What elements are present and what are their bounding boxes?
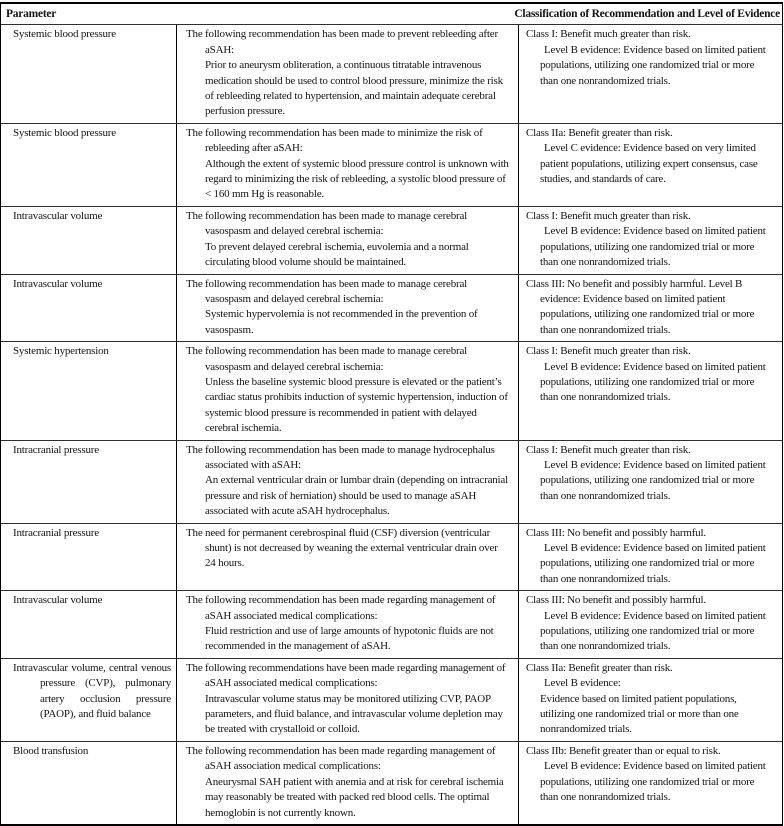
classification-paragraph: Class III: No benefit and possibly harmful. xyxy=(526,526,706,539)
recommendation-cell xyxy=(176,441,519,523)
table-row xyxy=(1,206,782,274)
recommendation-paragraph: The need for permanent cerebrospinal fluid (CSF) diversion (ventricular shunt) is not decreased by weaning the external ventricular drain over 24 hours. xyxy=(186,526,498,570)
recommendation-cell xyxy=(176,124,519,206)
parameter-text: Intravascular volume, central venous pressure (CVP), pulmonary artery occlusion pressure (PAOP), and fluid balance xyxy=(13,661,171,721)
classification-paragraph: Class I: Benefit much greater than risk. xyxy=(526,443,691,456)
table-row xyxy=(1,274,782,342)
classification-paragraph: Class IIa: Benefit greater than risk. xyxy=(526,126,673,139)
parameter-cell xyxy=(1,124,176,206)
classification-paragraph: Class I: Benefit much greater than risk. xyxy=(526,209,691,222)
recommendation-paragraph: The following recommendations have been made regarding management of aSAH associated medical complications: xyxy=(186,661,506,690)
classification-cell xyxy=(519,591,782,658)
table-row xyxy=(1,440,782,523)
classification-paragraph: Level B evidence: Evidence based on limited patient populations, utilizing one randomized trial or more than one nonrandomized trials. xyxy=(540,542,766,585)
parameter-cell xyxy=(1,659,176,741)
parameter-text: Blood transfusion xyxy=(13,744,89,757)
parameter-cell xyxy=(1,524,176,591)
header-classification: Classification of Recommendation and Level of Evidence xyxy=(514,8,780,20)
classification-cell xyxy=(519,25,782,122)
classification-cell xyxy=(519,124,782,206)
parameter-text: Systemic blood pressure xyxy=(13,28,116,41)
recommendation-cell xyxy=(176,659,519,741)
recommendation-paragraph: The following recommendation has been made to prevent rebleeding after aSAH: xyxy=(186,28,498,56)
parameter-cell xyxy=(1,275,176,342)
recommendation-paragraph: The following recommendation has been made to minimize the risk of rebleeding after aSAH: xyxy=(186,126,483,155)
recommendation-paragraph: Intravascular volume status may be monitored utilizing CVP, PAOP parameters, and fluid balance, and intravascular volume depletion may be treated with crystalloid or colloid. xyxy=(205,692,503,736)
recommendation-cell xyxy=(176,524,519,591)
classification-cell xyxy=(519,207,782,274)
classification-cell xyxy=(519,342,782,439)
recommendation-paragraph: Prior to aneurysm obliteration, a continuous titratable intravenous medication should be used to control blood pressure, minimize the risk of rebleeding related to hypertension, and maintain adequate cerebral perfusion pressure. xyxy=(205,59,503,118)
classification-cell xyxy=(519,659,782,741)
classification-paragraph: Level B evidence: Evidence based on limited patient populations, utilizing one randomized trial or more than one nonrandomized trials. xyxy=(540,225,766,269)
classification-paragraph: Class III: No benefit and possibly harmful. Level B evidence: Evidence based on limited patient populations, utilizing one randomized trial or more than one nonrandomized trials. xyxy=(526,277,755,336)
parameter-cell xyxy=(1,591,176,658)
classification-paragraph: Level B evidence: Evidence based on limited patient populations, utilizing one randomized trial or more than one nonrandomized trials. xyxy=(540,609,766,653)
classification-paragraph: Class IIa: Benefit greater than risk. xyxy=(526,661,673,674)
classification-paragraph: Class IIb: Benefit greater than or equal to risk. xyxy=(526,744,721,757)
recommendation-cell xyxy=(176,25,519,122)
parameter-cell xyxy=(1,742,176,824)
recommendation-paragraph: Although the extent of systemic blood pressure control is unknown with regard to minimizing the risk of rebleeding, a systolic blood pressure of < 160 mm Hg is reasonable. xyxy=(205,157,509,201)
recommendation-cell xyxy=(176,591,519,658)
parameter-text: Intravascular volume xyxy=(13,594,103,607)
parameter-text: Systemic blood pressure xyxy=(13,126,116,139)
parameter-cell xyxy=(1,441,176,523)
recommendation-cell xyxy=(176,275,519,342)
classification-paragraph: Class I: Benefit much greater than risk. xyxy=(526,345,691,358)
recommendation-cell xyxy=(176,342,519,439)
recommendation-paragraph: To prevent delayed cerebral ischemia, euvolemia and a normal circulating blood volume should be maintained. xyxy=(205,240,469,269)
recommendation-paragraph: Aneurysmal SAH patient with anemia and at risk for cerebral ischemia may reasonably be treated with packed red blood cells. The optimal hemoglobin is not currently known. xyxy=(205,775,504,819)
recommendation-paragraph: The following recommendation has been made to manage cerebral vasospasm and delayed cerebral ischemia: xyxy=(186,277,468,305)
header-parameter: Parameter xyxy=(6,8,57,20)
classification-paragraph: Class I: Benefit much greater than risk. xyxy=(526,28,691,41)
classification-paragraph: Level B evidence: Evidence based on limited patient populations, utilizing one randomized trial or more than one nonrandomized trials. xyxy=(540,360,766,404)
recommendation-cell xyxy=(176,207,519,274)
recommendation-paragraph: Unless the baseline systemic blood pressure is elevated or the patient’s cardiac status prohibits induction of systemic hypertension, induction of systemic blood pressure is recommended in patient with delayed cerebral ischemia. xyxy=(205,375,508,435)
parameter-cell xyxy=(1,25,176,122)
classification-cell xyxy=(519,524,782,591)
classification-paragraph: Evidence based on limited patient populations, utilizing one randomized trial or more than one nonrandomized trials. xyxy=(540,692,739,736)
classification-paragraph: Level B evidence: Evidence based on limited patient populations, utilizing one randomized trial or more than one nonrandomized trials. xyxy=(540,43,766,87)
classification-paragraph: Level B evidence: xyxy=(544,677,621,690)
parameter-text: Systemic hypertension xyxy=(13,345,109,358)
classification-cell xyxy=(519,742,782,824)
parameter-text: Intracranial pressure xyxy=(13,443,99,456)
recommendation-paragraph: The following recommendation has been made regarding management of aSAH association medical complications: xyxy=(186,744,496,773)
recommendation-paragraph: The following recommendation has been made to manage cerebral vasospasm and delayed cerebral ischemia: xyxy=(186,209,468,238)
classification-paragraph: Level C evidence: Evidence based on very limited patient populations, utilizing expert consensus, case studies, and standards of care. xyxy=(540,142,758,186)
table-row xyxy=(1,341,782,439)
table-row xyxy=(1,741,782,824)
recommendation-paragraph: The following recommendation has been made regarding management of aSAH associated medical complications: xyxy=(186,594,496,622)
classification-cell xyxy=(519,441,782,523)
recommendation-paragraph: Systemic hypervolemia is not recommended in the prevention of vasospasm. xyxy=(205,308,478,336)
table-row xyxy=(1,658,782,741)
parameter-text: Intravascular volume xyxy=(13,277,103,290)
classification-paragraph: Class III: No benefit and possibly harmful. xyxy=(526,594,706,607)
table-row xyxy=(1,123,782,206)
recommendations-table xyxy=(0,2,783,826)
classification-paragraph: Level B evidence: Evidence based on limited patient populations, utilizing one randomized trial or more than one nonrandomized trials. xyxy=(540,760,766,804)
recommendation-paragraph: The following recommendation has been made to manage cerebral vasospasm and delayed cerebral ischemia: xyxy=(186,345,468,373)
recommendation-paragraph: The following recommendation has been made to manage hydrocephalus associated with aSAH: xyxy=(186,443,495,471)
parameter-text: Intravascular volume xyxy=(13,209,103,222)
recommendation-cell xyxy=(176,742,519,824)
recommendation-paragraph: An external ventricular drain or lumbar drain (depending on intracranial pressure and risk of herniation) should be used to manage aSAH associated with acute aSAH hydrocephalus. xyxy=(205,474,508,518)
table-header-row xyxy=(1,4,782,25)
classification-paragraph: Level B evidence: Evidence based on limited patient populations, utilizing one randomized trial or more than one nonrandomized trials. xyxy=(540,458,766,502)
table-row xyxy=(1,523,782,591)
classification-cell xyxy=(519,275,782,342)
recommendation-paragraph: Fluid restriction and use of large amounts of hypotonic fluids are not recommended in the management of aSAH. xyxy=(205,625,494,653)
table-row xyxy=(1,25,782,122)
parameter-cell xyxy=(1,342,176,439)
parameter-text: Intracranial pressure xyxy=(13,526,99,539)
parameter-cell xyxy=(1,207,176,274)
table-body xyxy=(1,25,782,824)
table-row xyxy=(1,590,782,658)
